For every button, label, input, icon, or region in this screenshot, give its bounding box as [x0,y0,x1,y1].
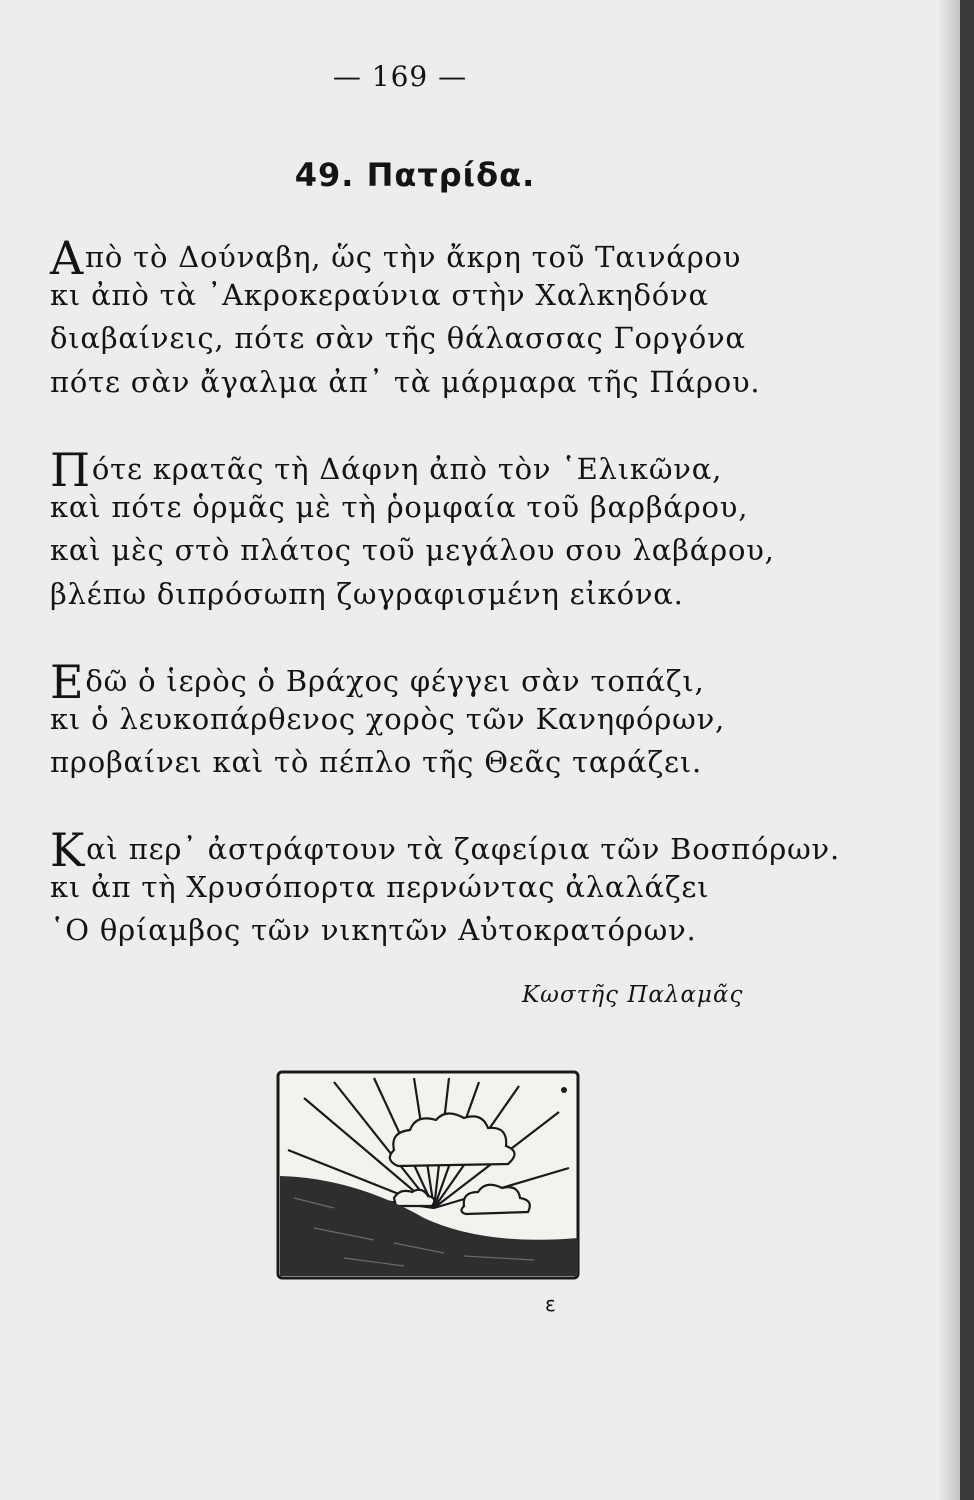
line-text: πὸ τὸ Δούναβη, ὥς τὴν ἄκρη τοῦ Ταινάρου [85,240,742,274]
poem-line [50,654,770,709]
initial-letter: Ε [50,655,85,709]
poem-line: διαβαίνεις, πότε σὰν τῆς θάλασσας Γοργόνα [50,321,746,355]
initial-letter: Κ [50,823,86,877]
poem-line [50,442,770,497]
poem-line: κι ἀπ τὴ Χρυσόπορτα περνώντας ἀλαλάζει [50,869,710,904]
page-edge-shadow [938,0,960,1500]
stanza-1 [50,230,770,404]
poem-line: ῾Ο θρίαμβος τῶν νικητῶν Αὐτοκρατόρων. [50,913,697,947]
line-text: αὶ περ᾿ ἀστράφτουν τὰ ζαφείρια τῶν Βοσπόρων. [86,832,840,866]
stanza-2 [50,442,775,616]
poem-line [50,822,840,877]
stanza-4 [50,822,840,953]
poem-line: κι ὁ λευκοπάρθενος χορὸς τῶν Κανηφόρων, [50,701,726,736]
author-signature: Κωστῆς Παλαμᾶς [522,982,744,1008]
poem-line [50,230,770,285]
poem-title: 49. Πατρίδα. [294,156,536,194]
initial-letter: Α [50,231,85,285]
poem-line: καὶ πότε ὁρμᾶς μὲ τὴ ῥομφαία τοῦ βαρβάρου, [50,489,749,524]
poem-line: βλέπω διπρόσωπη ζωγραφισμένη εἰκόνα. [50,576,684,611]
poem-line: καὶ μὲς στὸ πλάτος τοῦ μεγάλου σου λαβάρου, [50,533,775,567]
page-number: — 169 — [332,60,468,93]
corner-dot [561,1087,567,1093]
poem-line: πότε σὰν ἄγαλμα ἀπ᾿ τὰ μάρμαρα τῆς Πάρου. [50,364,761,399]
sunrise-vignette [274,1068,584,1284]
line-text: ότε κρατᾶς τὴ Δάφνη ἀπὸ τὸν ῾Ελικῶνα, [91,452,723,486]
poem-line: κι ἀπὸ τὰ ᾿Ακροκεραύνια στὴν Χαλκηδόνα [50,277,709,312]
initial-letter: Π [50,443,91,497]
printer-mark: ε [545,1292,556,1316]
stanza-3 [50,654,770,785]
poem-line: προβαίνει καὶ τὸ πέπλο τῆς Θεᾶς ταράζει. [50,745,703,779]
line-text: δῶ ὁ ἱερὸς ὁ Βράχος φέγγει σὰν τοπάζι, [85,664,705,698]
